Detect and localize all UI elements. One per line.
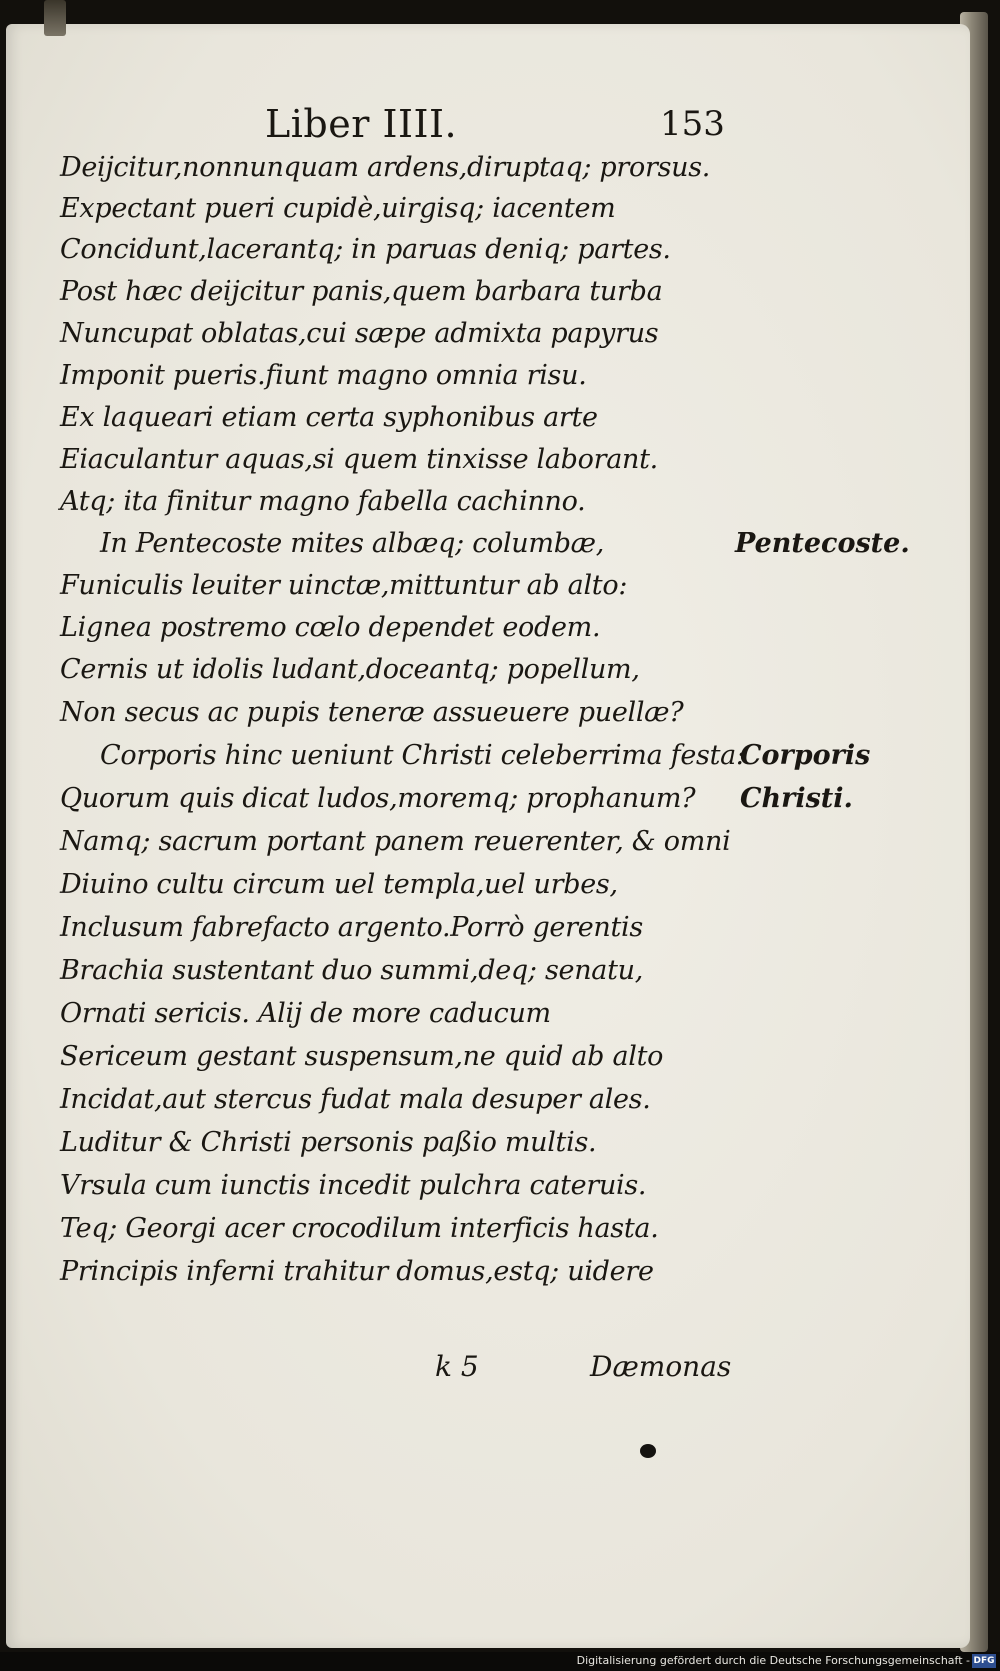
poem-line: Concidunt,lacerantq; in paruas deniq; partes. bbox=[60, 234, 671, 265]
poem-line: Namq; sacrum portant panem reuerenter, & omni bbox=[60, 826, 731, 857]
poem-line: Quorum quis dicat ludos,moremq; prophanum? bbox=[60, 783, 696, 814]
poem-line: Non secus ac pupis teneræ assueuere puellæ? bbox=[60, 697, 684, 728]
poem-line: Luditur & Christi personis paßio multis. bbox=[60, 1127, 597, 1158]
poem-line: Lignea postremo cœlo dependet eodem. bbox=[60, 612, 601, 643]
poem-line: Diuino cultu circum uel templa,uel urbes, bbox=[60, 869, 618, 900]
page-number: 153 bbox=[660, 104, 725, 144]
digitization-credit: Digitalisierung gefördert durch die Deutsche Forschungsgemeinschaft - bbox=[576, 1654, 970, 1667]
poem-line: Cernis ut idolis ludant,doceantq; popellum, bbox=[60, 654, 640, 685]
poem-line: Brachia sustentant duo summi,deq; senatu, bbox=[60, 955, 644, 986]
poem-line: Vrsula cum iunctis incedit pulchra cateruis. bbox=[60, 1170, 647, 1201]
poem-line: Ornati sericis. Alij de more caducum bbox=[60, 998, 551, 1029]
poem-line: In Pentecoste mites albæq; columbæ, bbox=[100, 528, 605, 559]
poem-line: Corporis hinc ueniunt Christi celeberrima festa: bbox=[100, 740, 745, 771]
poem-line: Imponit pueris.fiunt magno omnia risu. bbox=[60, 360, 587, 391]
margin-note-christi: Christi. bbox=[740, 783, 853, 814]
poem-line: Teq; Georgi acer crocodilum interficis hasta. bbox=[60, 1213, 659, 1244]
signature-mark: k 5 bbox=[435, 1350, 479, 1383]
running-header-title: Liber IIII. bbox=[265, 102, 458, 146]
poem-line: Funiculis leuiter uinctæ,mittuntur ab alto: bbox=[60, 570, 628, 601]
poem-line: Sericeum gestant suspensum,ne quid ab alto bbox=[60, 1041, 664, 1072]
poem-line: Ex laqueari etiam certa syphonibus arte bbox=[60, 402, 598, 433]
ink-blot bbox=[640, 1444, 656, 1458]
margin-note-corporis: Corporis bbox=[740, 740, 871, 771]
poem-line: Atq; ita finitur magno fabella cachinno. bbox=[60, 486, 586, 517]
poem-line: Eiaculantur aquas,si quem tinxisse laborant. bbox=[60, 444, 658, 475]
binding-mark bbox=[44, 0, 66, 36]
margin-note-pentecost: Pentecoste. bbox=[735, 528, 910, 559]
poem-line: Incidat,aut stercus fudat mala desuper ales. bbox=[60, 1084, 651, 1115]
poem-line: Inclusum fabrefacto argento.Porrò gerentis bbox=[60, 912, 643, 943]
poem-line: Nuncupat oblatas,cui sæpe admixta papyrus bbox=[60, 318, 659, 349]
poem-line: Deijcitur,nonnunquam ardens,diruptaq; prorsus. bbox=[60, 152, 711, 183]
catchword: Dæmonas bbox=[590, 1350, 732, 1383]
poem-line: Post hæc deijcitur panis,quem barbara turba bbox=[60, 276, 663, 307]
poem-line: Principis inferni trahitur domus,estq; uidere bbox=[60, 1256, 654, 1287]
poem-line: Expectant pueri cupidè,uirgisq; iacentem bbox=[60, 193, 616, 224]
dfg-logo-icon: DFG bbox=[973, 1656, 995, 1666]
